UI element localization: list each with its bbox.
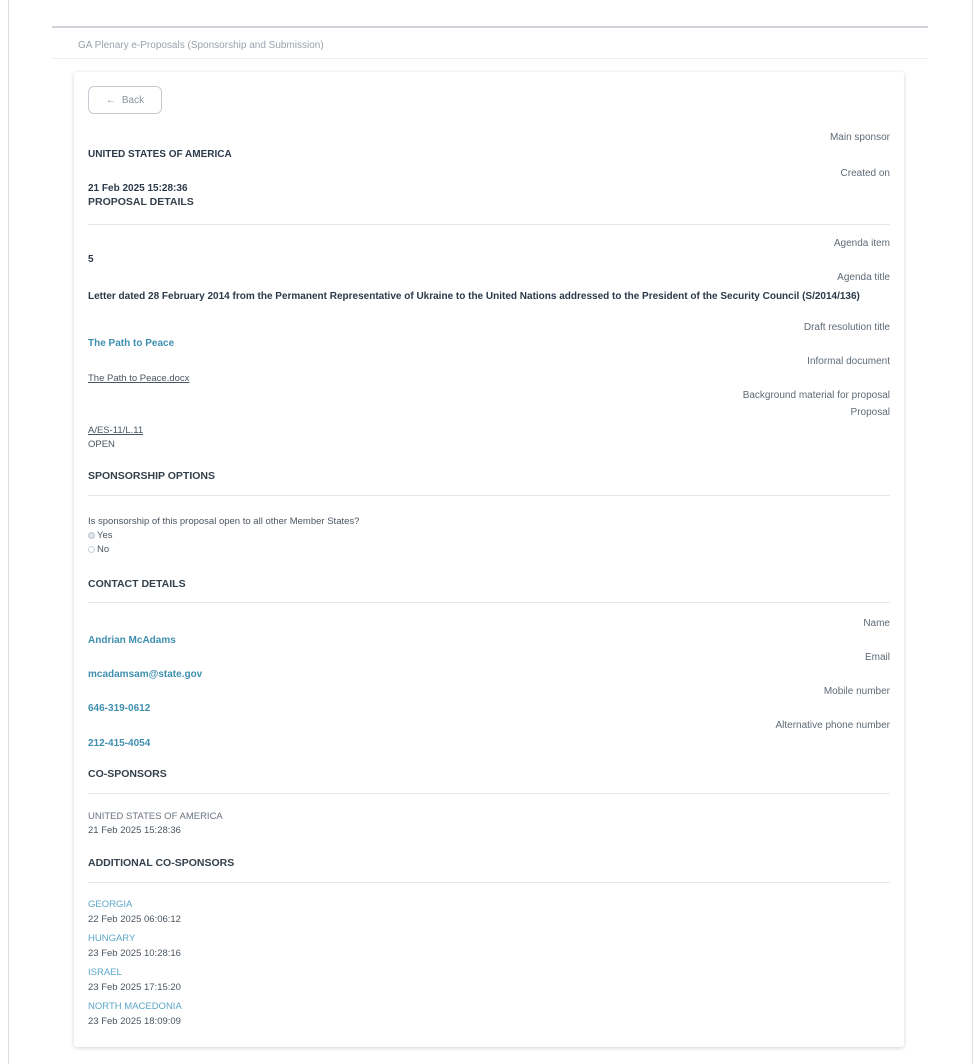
radio-option-no[interactable] — [88, 544, 109, 555]
proposal-details-heading: PROPOSAL DETAILS — [88, 196, 194, 208]
sponsorship-options-divider — [88, 495, 890, 496]
co-sponsors-divider — [88, 793, 890, 794]
alternative-phone-value: 212-415-4054 — [88, 738, 151, 749]
main-sponsor-value: UNITED STATES OF AMERICA — [88, 149, 232, 160]
agenda-title-label: Agenda title — [837, 272, 890, 283]
co-sponsor-country: UNITED STATES OF AMERICA — [88, 811, 223, 822]
header-rule — [52, 58, 928, 59]
main-sponsor-label: Main sponsor — [829, 132, 890, 143]
radio-option-yes[interactable] — [88, 530, 113, 541]
radio-no-label: No — [97, 544, 110, 555]
contact-email-label: Email — [864, 652, 890, 663]
mobile-number-label: Mobile number — [823, 686, 890, 697]
sponsorship-question: Is sponsorship of this proposal open to all other Member States? — [88, 516, 360, 527]
contact-details-divider — [88, 602, 890, 603]
app-header-title: GA Plenary e-Proposals (Sponsorship and Submission) — [78, 40, 324, 51]
alternative-phone-label: Alternative phone number — [775, 720, 890, 731]
proposal-status: OPEN — [88, 439, 115, 450]
contact-name-label: Name — [863, 618, 890, 629]
frame-left-border — [8, 0, 9, 1064]
mobile-number-value: 646-319-0612 — [88, 703, 151, 714]
background-material-label: Background material for proposal — [742, 390, 890, 401]
additional-co-sponsor-date: 23 Feb 2025 10:28:16 — [88, 948, 181, 959]
additional-co-sponsor-country: GEORGIA — [88, 899, 133, 910]
sponsorship-options-heading: SPONSORSHIP OPTIONS — [88, 470, 215, 482]
agenda-item-label: Agenda item — [833, 238, 890, 249]
back-button-label: Back — [121, 94, 145, 106]
additional-co-sponsors-divider — [88, 882, 890, 883]
contact-name-value: Andrian McAdams — [88, 635, 176, 646]
additional-co-sponsor-country: NORTH MACEDONIA — [88, 1001, 182, 1012]
co-sponsor-date: 21 Feb 2025 15:28:36 — [88, 825, 181, 836]
proposal-label: Proposal — [850, 407, 890, 418]
top-rule — [52, 26, 928, 28]
created-on-label: Created on — [840, 168, 890, 179]
radio-yes-indicator[interactable] — [88, 532, 95, 539]
proposal-symbol-link[interactable]: A/ES-11/L.11 — [88, 425, 144, 436]
additional-co-sponsor-country: HUNGARY — [88, 933, 136, 944]
draft-title-value: The Path to Peace — [88, 338, 175, 349]
proposal-details-divider — [88, 224, 890, 225]
created-on-value: 21 Feb 2025 15:28:36 — [88, 183, 188, 194]
additional-co-sponsor-date: 23 Feb 2025 17:15:20 — [88, 982, 181, 993]
frame-right-border — [972, 0, 973, 1064]
additional-co-sponsor-date: 22 Feb 2025 06:06:12 — [88, 914, 181, 925]
draft-title-label: Draft resolution title — [803, 322, 890, 333]
contact-email-value: mcadamsam@state.gov — [88, 669, 203, 680]
back-button[interactable] — [88, 86, 162, 114]
informal-document-label: Informal document — [807, 356, 890, 367]
co-sponsors-heading: CO-SPONSORS — [88, 768, 167, 780]
additional-co-sponsors-heading: ADDITIONAL CO-SPONSORS — [88, 857, 235, 869]
informal-document-link[interactable]: The Path to Peace.docx — [88, 373, 190, 384]
agenda-item-value: 5 — [88, 254, 94, 265]
radio-yes-label: Yes — [97, 530, 113, 541]
radio-no-indicator[interactable] — [88, 546, 95, 553]
proposal-card — [74, 72, 904, 1047]
agenda-title-value: Letter dated 28 February 2014 from the Permanent Representative of Ukraine to the United Nations addressed to the President of the Security Council (S/2014/136) — [88, 291, 860, 302]
contact-details-heading: CONTACT DETAILS — [88, 578, 186, 590]
additional-co-sponsor-date: 23 Feb 2025 18:09:09 — [88, 1016, 181, 1027]
arrow-left-icon: ← — [105, 94, 116, 106]
additional-co-sponsor-country: ISRAEL — [88, 967, 122, 978]
